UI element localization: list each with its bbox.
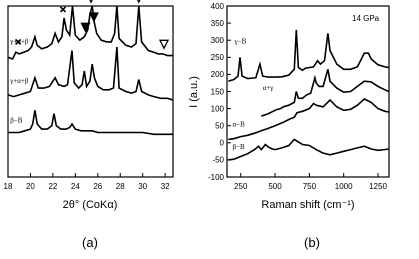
x-tick-label-a-5: 28: [115, 182, 125, 191]
y-tick-label-b-3: 50: [215, 121, 224, 131]
series-group-b: [228, 30, 389, 160]
y-tick-label-b-8: 300: [210, 36, 224, 45]
y-tick-label-b-1: -50: [212, 155, 224, 165]
legend-pressure-label: 14 GPa: [352, 14, 380, 23]
phase-label-b-3: β−B: [232, 142, 245, 151]
caption-a: (a): [82, 235, 98, 250]
x-tick-label-a-7: 32: [160, 182, 170, 191]
y-tick-label-b-2: 0: [219, 138, 224, 148]
phase-label-b-0: γ−B: [234, 37, 247, 46]
x-tick-label-b-3: 1000: [334, 182, 353, 191]
x-tick-label-b-2: 750: [302, 182, 317, 191]
x-tick-label-a-4: 26: [93, 182, 103, 191]
y-tick-label-b-10: 400: [210, 1, 224, 11]
panel-b: [188, 2, 389, 250]
x-tick-label-a-6: 30: [138, 182, 148, 191]
phase-label-b-2: α−B: [232, 120, 245, 129]
y-tick-label-b-0: -100: [207, 172, 224, 182]
peak-marker-7: [135, 0, 143, 2]
y-tick-label-b-4: 100: [210, 104, 224, 114]
x-tick-label-b-4: 1250: [369, 182, 387, 191]
phase-label-a-1: γ+α+β: [10, 76, 29, 85]
x-axis-label-b: Raman shift (cm⁻¹): [261, 199, 355, 211]
phase-label-a-0: γ+α+β: [10, 37, 29, 46]
raman-trace-2: [228, 99, 389, 139]
caption-b: (b): [304, 235, 320, 250]
series-group-a: [8, 6, 173, 134]
xrd-trace-2: [8, 110, 173, 134]
x-tick-label-a-1: 20: [25, 182, 35, 191]
x-tick-label-b-0: 250: [234, 182, 248, 191]
plot-frame-a: [8, 6, 173, 177]
phase-label-a-2: β−B: [10, 116, 23, 125]
y-tick-label-b-5: 150: [210, 87, 224, 97]
peak-marker-5: [90, 13, 98, 21]
x-tick-label-a-2: 22: [48, 182, 58, 191]
raman-trace-0: [228, 30, 389, 81]
raman-trace-3: [228, 139, 389, 160]
peak-marker-1: [61, 7, 66, 12]
y-axis-label-b: I (a.u.): [188, 76, 200, 108]
y-tick-label-b-7: 250: [210, 53, 224, 63]
panel-a: [4, 0, 173, 250]
x-tick-label-b-1: 500: [268, 182, 282, 191]
x-ticks-a: [4, 173, 171, 191]
phase-label-b-1: α+γ: [262, 83, 274, 92]
x-tick-label-a-3: 24: [70, 182, 80, 191]
xrd-trace-1: [8, 47, 173, 100]
peak-marker-3: [87, 0, 95, 2]
peak-marker-8: [160, 40, 168, 48]
y-tick-label-b-9: 350: [210, 18, 224, 28]
x-tick-label-a-0: 18: [3, 182, 13, 191]
x-axis-label-a: 2θ° (CoKα): [62, 199, 118, 211]
y-tick-label-b-6: 200: [210, 70, 224, 80]
